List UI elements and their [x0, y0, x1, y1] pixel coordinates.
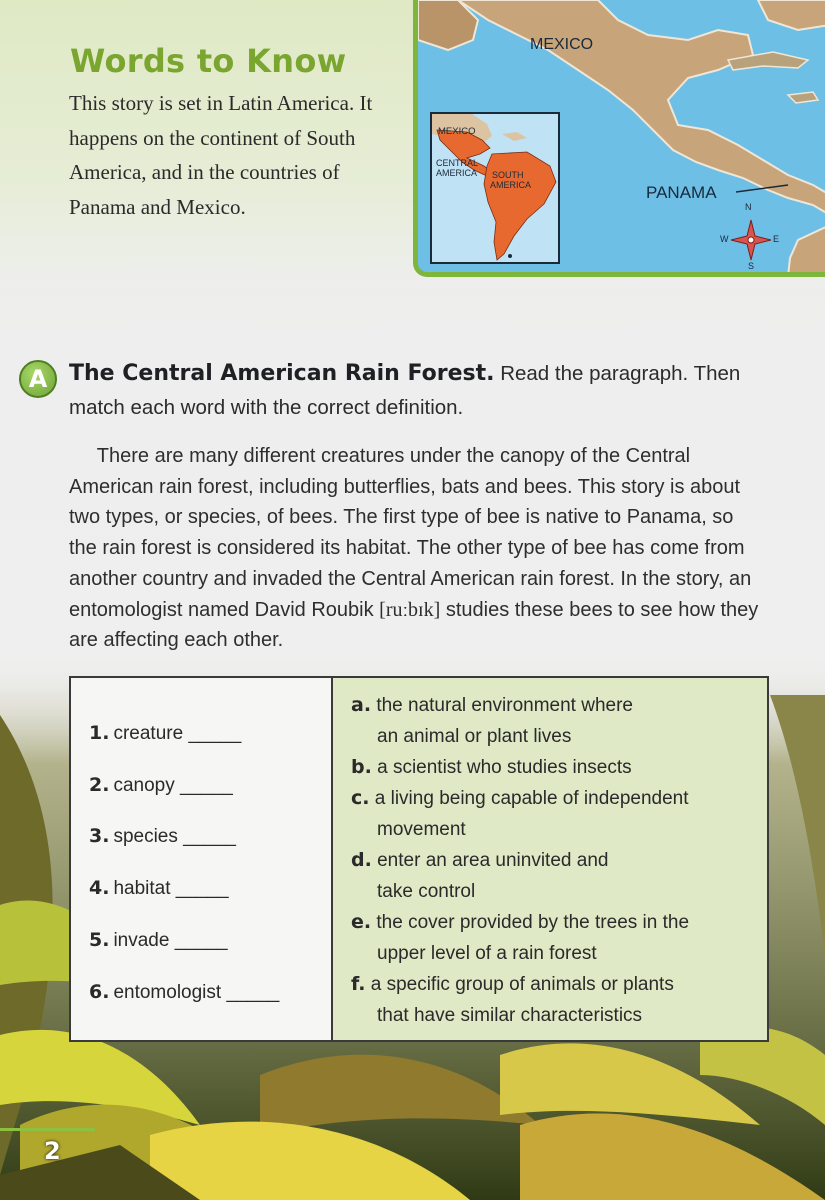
word-item: 4. habitat _____: [89, 877, 229, 899]
answer-blank[interactable]: _____: [174, 930, 228, 951]
compass-n: N: [745, 202, 752, 212]
word-item: 2. canopy _____: [89, 774, 233, 796]
latin-america-map: [413, 0, 825, 277]
word-column: [71, 678, 333, 1040]
paragraph-text-1: There are many different creatures under the canopy of the Central American rain forest, including butterflies, bats and bees. This story is about two types, or species, of bees. The first type of bee is native to Panama, so the rain forest is considered its habitat. The other type of bee has come from another country and invaded the Central American rain forest. In the story, an entomologist named David Roubik: [69, 445, 752, 621]
rainforest-paragraph: [69, 441, 759, 656]
section-a-badge: A: [19, 360, 57, 398]
answer-blank[interactable]: _____: [188, 723, 242, 744]
compass-e: E: [773, 234, 780, 244]
definition-item: f. a specific group of animals or plants that have similar characteristics: [351, 973, 674, 1026]
paragraph-text-2: studies these bees to see how they are affecting each other.: [69, 598, 759, 652]
answer-blank[interactable]: _____: [226, 982, 280, 1003]
section-a-instruction-text: Read the paragraph. Then match each word with the correct definition.: [69, 362, 741, 419]
inset-label-south: SOUTH: [492, 170, 524, 180]
definition-column: [333, 678, 767, 1040]
matching-table: [69, 676, 769, 1042]
section-a-instruction: [69, 357, 769, 425]
definition-item: c. a living being capable of independent movement: [351, 787, 689, 840]
words-to-know-title: Words to Know: [70, 42, 347, 80]
map-inset: [430, 112, 560, 264]
answer-blank[interactable]: _____: [183, 826, 236, 847]
compass-w: W: [720, 234, 729, 244]
word-item: 1. creature _____: [89, 722, 242, 744]
page-number-rule: [0, 1128, 95, 1131]
word-item: 5. invade _____: [89, 929, 228, 951]
words-to-know-body: This story is set in Latin America. It happens on the continent of South America, and in the countries of Panama and Mexico.: [69, 91, 373, 219]
word-item: 6. entomologist _____: [89, 981, 280, 1003]
section-a-heading: The Central American Rain Forest.: [69, 361, 495, 386]
definition-item: e. the cover provided by the trees in the upper level of a rain forest: [351, 911, 690, 964]
page-number: 2: [44, 1137, 61, 1165]
inset-label-central: CENTRAL: [436, 158, 479, 168]
inset-label-mexico: MEXICO: [438, 126, 476, 137]
inset-label-south-2: AMERICA: [490, 180, 532, 190]
map-label-panama: PANAMA: [646, 183, 717, 202]
answer-blank[interactable]: _____: [180, 775, 233, 796]
pronunciation: [ruːbɪk]: [379, 598, 441, 621]
map-label-mexico: MEXICO: [530, 36, 594, 53]
word-item: 3. species _____: [89, 825, 236, 847]
inset-label-central-2: AMERICA: [436, 168, 478, 178]
compass-s: S: [748, 261, 755, 271]
definition-item: a. the natural environment where an animal or plant lives: [351, 694, 633, 747]
definition-item: d. enter an area uninvited and take control: [351, 849, 609, 902]
answer-blank[interactable]: _____: [175, 878, 229, 899]
definition-item: b. a scientist who studies insects: [351, 756, 632, 778]
